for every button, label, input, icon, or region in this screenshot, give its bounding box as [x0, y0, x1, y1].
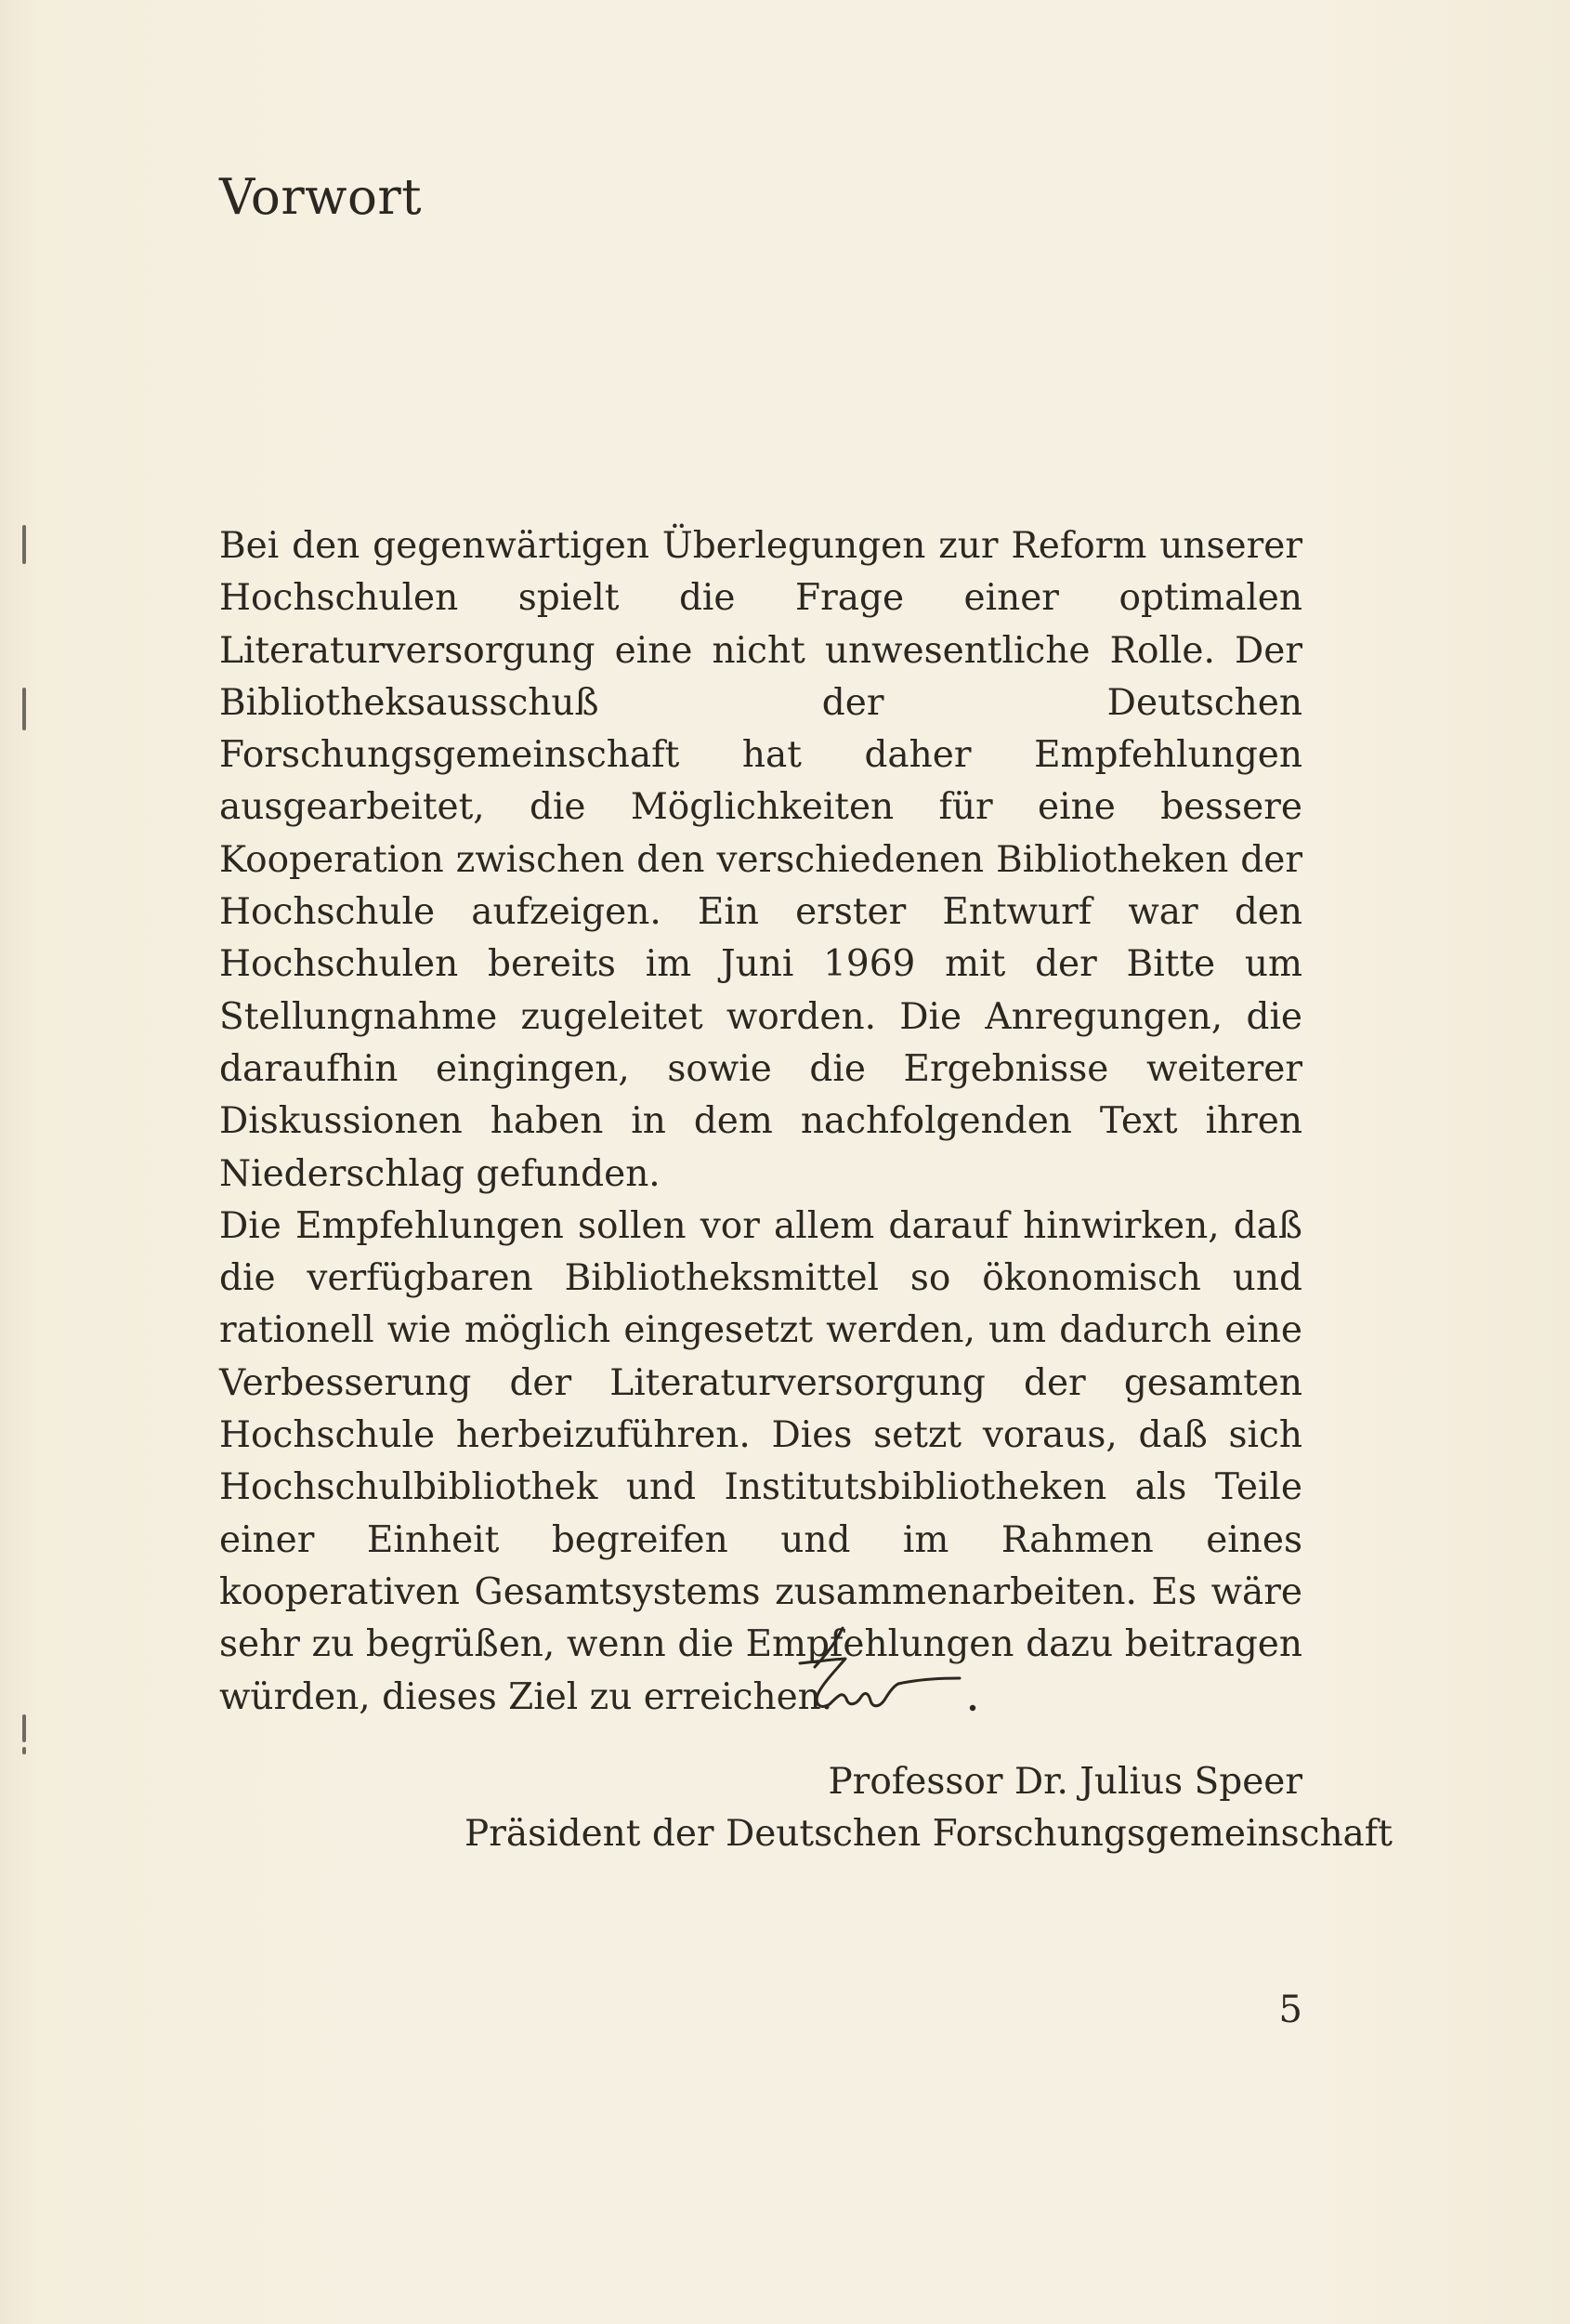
binding-mark: [22, 1747, 26, 1754]
body-text: [219, 520, 1302, 1724]
signature-block: [464, 1756, 1393, 1860]
paragraph-1: Bei den gegenwärtigen Überlegungen zur Reform unserer Hochschulen spielt die Frage einer optimalen Literaturversorgung eine nicht unwesentliche Rolle. Der Bibliotheksausschuß der Deutschen Forschungsgemeinschaft hat daher Empfehlungen ausgearbeitet, die Möglichkeiten für eine bessere Kooperation zwischen den verschiedenen Bibliotheken der Hochschule aufzeigen. Ein erster Entwurf war den Hochschulen bereits im Juni 1969 mit der Bitte um Stellungnahme zugeleitet worden. Die Anregungen, die daraufhin eingingen, sowie die Ergebnisse weiterer Diskussionen haben in dem nachfolgenden Text ihren Niederschlag gefunden.: [219, 525, 1302, 1195]
binding-mark: [22, 688, 26, 730]
paragraph-2: Die Empfehlungen sollen vor allem darauf hinwirken, daß die verfügbaren Bibliotheksmittel so ökonomisch und rationell wie möglich eingesetzt werden, um dadurch eine Verbesserung der Literaturversorgung der gesamten Hochschule herbeizuführen. Dies setzt voraus, daß sich Hochschulbibliothek und Institutsbibliotheken als Teile einer Einheit begreifen und im Rahmen eines kooperativen Gesamtsystems zusammenarbeiten. Es wäre sehr zu begrüßen, wenn die Empfehlungen dazu beitragen würden, dieses Ziel zu erreichen.: [219, 1204, 1302, 1718]
page-number: 5: [1278, 1989, 1302, 2031]
signatory-title: Präsident der Deutschen Forschungsgemeinschaft: [464, 1813, 1393, 1855]
page-heading: Vorwort: [219, 169, 423, 226]
binding-mark: [22, 1714, 26, 1742]
handwritten-signature: [794, 1619, 1008, 1740]
binding-mark: [22, 525, 26, 564]
signatory-name: Professor Dr. Julius Speer: [828, 1761, 1302, 1803]
